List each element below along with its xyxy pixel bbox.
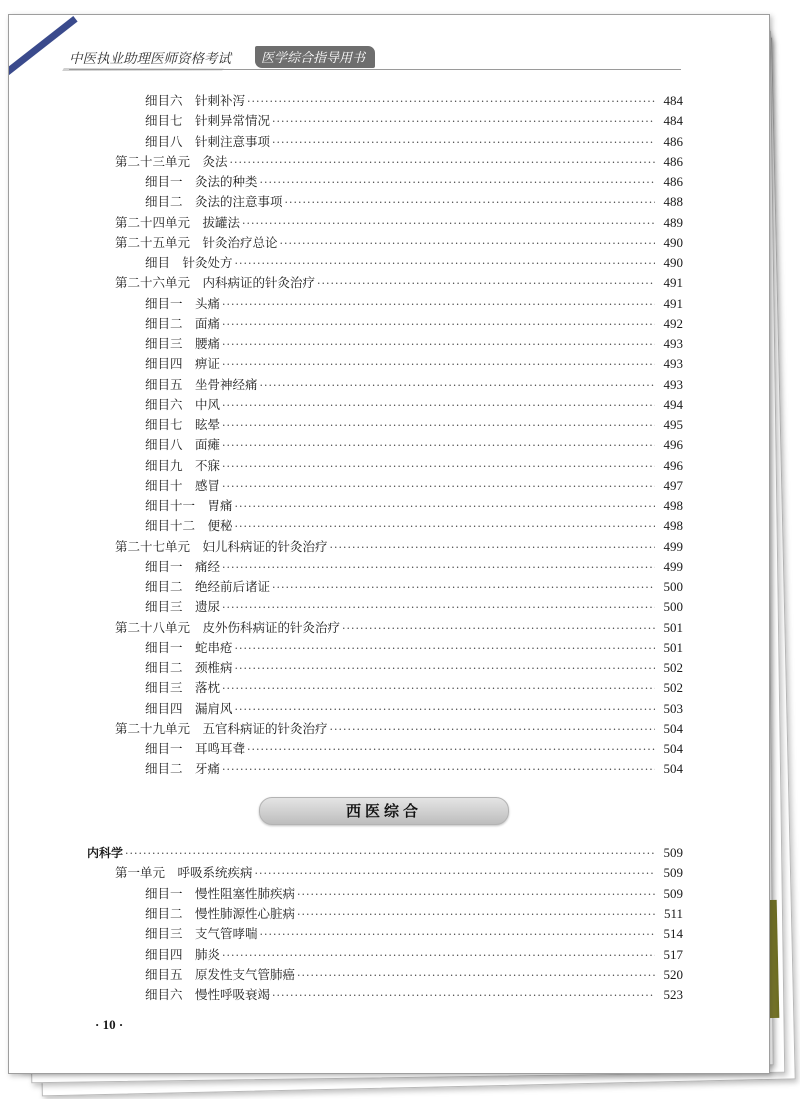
toc-entry-label: 细目三 遗尿 [145,599,221,615]
toc-entry-label: 内科学 [87,846,124,860]
toc-entry-label: 第二十六单元 内科病证的针灸治疗 [115,275,316,291]
toc-entry-label: 细目六 慢性呼吸衰竭 [145,987,271,1003]
toc-entry [145,701,683,718]
toc-leader-dots [260,927,655,943]
toc-entry-label: 第二十三单元 灸法 [115,153,228,169]
toc-entry [145,741,683,758]
toc-entry-label: 第二十八单元 皮外伤科病证的针灸治疗 [115,619,341,635]
toc-entry-label: 细目一 头痛 [145,295,221,311]
toc-entry-page: 493 [663,356,683,372]
toc-entry-page: 490 [663,234,683,250]
toc-entry [145,377,683,394]
section-banner: 西医综合 [259,797,509,825]
toc-entry-label: 第二十五单元 针灸治疗总论 [115,234,278,250]
toc-entry-label: 细目 针灸处方 [145,255,233,270]
toc-entry-label: 细目二 牙痛 [145,761,221,777]
book-title: 中医执业助理医师资格考试 [69,51,231,67]
toc-entry-page: 500 [663,599,683,615]
toc-entry-page: 484 [663,113,683,129]
toc-leader-dots [297,968,655,984]
toc-entry-label: 细目三 腰痛 [145,336,221,351]
toc-leader-dots [222,762,655,778]
toc-entry-label: 细目一 痛经 [145,558,221,574]
toc-entry-page: 496 [663,437,683,453]
toc-entry-label: 细目十一 胃痛 [145,498,233,513]
toc-entry [145,518,683,535]
toc-entry-page: 488 [663,194,683,210]
toc-entry [145,255,683,272]
toc-entry [145,478,683,495]
toc-leader-dots [330,540,655,556]
toc-entry-label: 细目一 耳鸣耳聋 [145,741,246,756]
toc-entry-label: 细目七 眩晕 [145,417,221,432]
toc-leader-dots [222,459,655,475]
toc-entry-page: 511 [663,905,683,921]
toc-entry-label: 细目二 面痛 [145,315,221,331]
toc-entry-page: 486 [663,174,683,189]
toc-entry-page: 504 [663,761,683,777]
toc-entry-page: 495 [663,417,683,432]
toc-leader-dots [222,357,655,373]
series-tag: 医学综合指导用书 [255,46,375,68]
toc-leader-dots [235,661,655,677]
toc-entry [145,93,683,110]
toc-entry-label: 第二十九单元 五官科病证的针灸治疗 [115,720,328,736]
toc-leader-dots [330,722,655,738]
toc-leader-dots [255,866,655,882]
toc-leader-dots [280,236,655,252]
toc-entry-page: 498 [663,498,683,513]
toc-leader-dots [272,135,655,151]
toc-leader-dots [222,438,655,454]
toc-entry-label: 细目一 蛇串疮 [145,639,233,655]
toc-entry-label: 细目二 灸法的注意事项 [145,194,283,210]
toc-entry-page: 500 [663,579,683,594]
toc-entry-page: 504 [663,741,683,756]
toc-leader-dots [230,155,655,171]
toc-entry [145,947,683,964]
running-header [69,41,689,71]
book-page [8,14,770,1074]
toc-entry-label: 细目十 感冒 [145,477,221,493]
toc-leader-dots [222,398,655,414]
toc-entry [145,680,683,697]
toc-entry-page: 499 [663,538,683,554]
toc-entry-label: 细目五 原发性支气管肺癌 [145,966,296,982]
toc-leader-dots [235,499,655,515]
toc-entry-page: 509 [663,865,683,881]
toc-entry [115,235,683,252]
toc-entry [145,886,683,903]
toc-entry [145,356,683,373]
toc-entry-label: 细目四 肺炎 [145,946,221,962]
toc-entry-page: 486 [663,133,683,149]
toc-entry-label: 第一单元 呼吸系统疾病 [115,865,253,881]
toc-entry-label: 细目五 坐骨神经痛 [145,376,258,392]
toc-entry [145,174,683,191]
toc-entry-page: 504 [663,720,683,736]
toc-entry-label: 第二十七单元 妇儿科病证的针灸治疗 [115,538,328,554]
toc-entry [145,498,683,515]
toc-entry [145,906,683,923]
toc-leader-dots [342,621,655,637]
toc-leader-dots [297,887,655,903]
toc-entry [145,987,683,1004]
toc-entry-label: 细目八 针刺注意事项 [145,133,271,149]
toc-entry-label: 细目三 落枕 [145,680,221,696]
toc-leader-dots [222,560,655,576]
toc-leader-dots [242,216,655,232]
toc-leader-dots [272,580,655,596]
toc-entry-label: 细目三 支气管哮喘 [145,926,258,942]
toc-leader-dots [222,337,655,353]
toc-leader-dots [297,907,655,923]
toc-entry-label: 细目四 痹证 [145,356,221,372]
toc-entry [145,437,683,454]
toc-leader-dots [260,175,655,191]
toc-leader-dots [235,256,655,272]
header-rule [69,69,681,70]
toc-entry [115,721,683,738]
toc-entry [145,640,683,657]
toc-entry-label: 细目二 慢性肺源性心脏病 [145,905,296,921]
toc-leader-dots [260,378,655,394]
toc-leader-dots [222,948,655,964]
toc-entry-page: 501 [663,619,683,635]
toc-entry-page: 498 [663,518,683,534]
toc-entry-page: 499 [663,558,683,574]
toc-leader-dots [235,519,655,535]
toc-entry-label: 细目一 慢性阻塞性肺疾病 [145,885,296,901]
toc-entry [145,296,683,313]
toc-entry-label: 细目十二 便秘 [145,518,233,534]
toc-entry-page: 503 [663,700,683,716]
toc-entry [145,417,683,434]
toc-entry-page: 502 [663,660,683,675]
toc-leader-dots [222,297,655,313]
toc-entry [145,599,683,616]
toc-leader-dots [272,988,655,1004]
toc-entry-page: 509 [663,885,683,901]
toc-entry [115,865,683,882]
toc-entry [145,559,683,576]
toc-entry [145,397,683,414]
toc-leader-dots [235,641,655,657]
toc-entry-label: 第二十四单元 拔罐法 [115,214,241,230]
toc-entry-page: 496 [663,457,683,473]
toc-entry [115,539,683,556]
toc-entry [115,620,683,637]
toc-entry-page: 493 [663,336,683,351]
toc-leader-dots [222,317,655,333]
toc-entry-page: 520 [663,966,683,982]
toc-entry-label: 细目七 针刺异常情况 [145,113,271,129]
toc-leader-dots [272,114,655,130]
toc-entry-label: 细目一 灸法的种类 [145,174,258,189]
toc-leader-dots [235,702,655,718]
toc-leader-dots [125,846,655,862]
toc-entry [145,579,683,596]
toc-entry-label: 细目四 漏肩风 [145,700,233,716]
toc-entry-label: 细目九 不寐 [145,457,221,473]
toc-entry [145,194,683,211]
toc-entry [115,215,683,232]
toc-entry-label: 细目二 绝经前后诸证 [145,579,271,594]
toc-leader-dots [285,195,655,211]
toc-entry-page: 486 [663,153,683,169]
toc-entry-page: 501 [663,639,683,655]
toc-entry [145,113,683,130]
toc-entry-label: 细目二 颈椎病 [145,660,233,675]
toc-entry-page: 491 [663,295,683,311]
toc-leader-dots [222,681,655,697]
page-number: · 10 · [95,1017,124,1032]
toc-entry [145,336,683,353]
toc-entry-page: 514 [663,926,683,942]
toc-entry-page: 484 [663,93,683,108]
toc-leader-dots [222,600,655,616]
toc-entry [87,845,683,862]
toc-entry-page: 492 [663,315,683,331]
toc-entry-page: 491 [663,275,683,291]
toc-entry [115,275,683,292]
toc-entry-page: 509 [663,845,683,860]
toc-entry-label: 细目八 面瘫 [145,437,221,453]
toc-leader-dots [247,742,655,758]
toc-entry [145,316,683,333]
toc-entry-page: 489 [663,214,683,230]
toc-entry-label: 细目六 针刺补泻 [145,93,246,108]
toc-leader-dots [247,94,655,110]
toc-entry [145,967,683,984]
toc-entry-page: 502 [663,680,683,696]
toc-leader-dots [317,276,655,292]
toc-entry-page: 490 [663,255,683,270]
toc-entry [145,660,683,677]
toc-entry-label: 细目六 中风 [145,396,221,412]
toc-entry-page: 523 [663,987,683,1003]
toc-entry-page: 517 [663,946,683,962]
toc-entry-page: 493 [663,376,683,392]
toc-entry [145,926,683,943]
toc-entry [145,458,683,475]
toc-leader-dots [222,479,655,495]
toc-entry [115,154,683,171]
toc-leader-dots [222,418,655,434]
toc-entry-page: 497 [663,477,683,493]
toc-entry [145,761,683,778]
toc-entry [145,134,683,151]
toc-entry-page: 494 [663,396,683,412]
